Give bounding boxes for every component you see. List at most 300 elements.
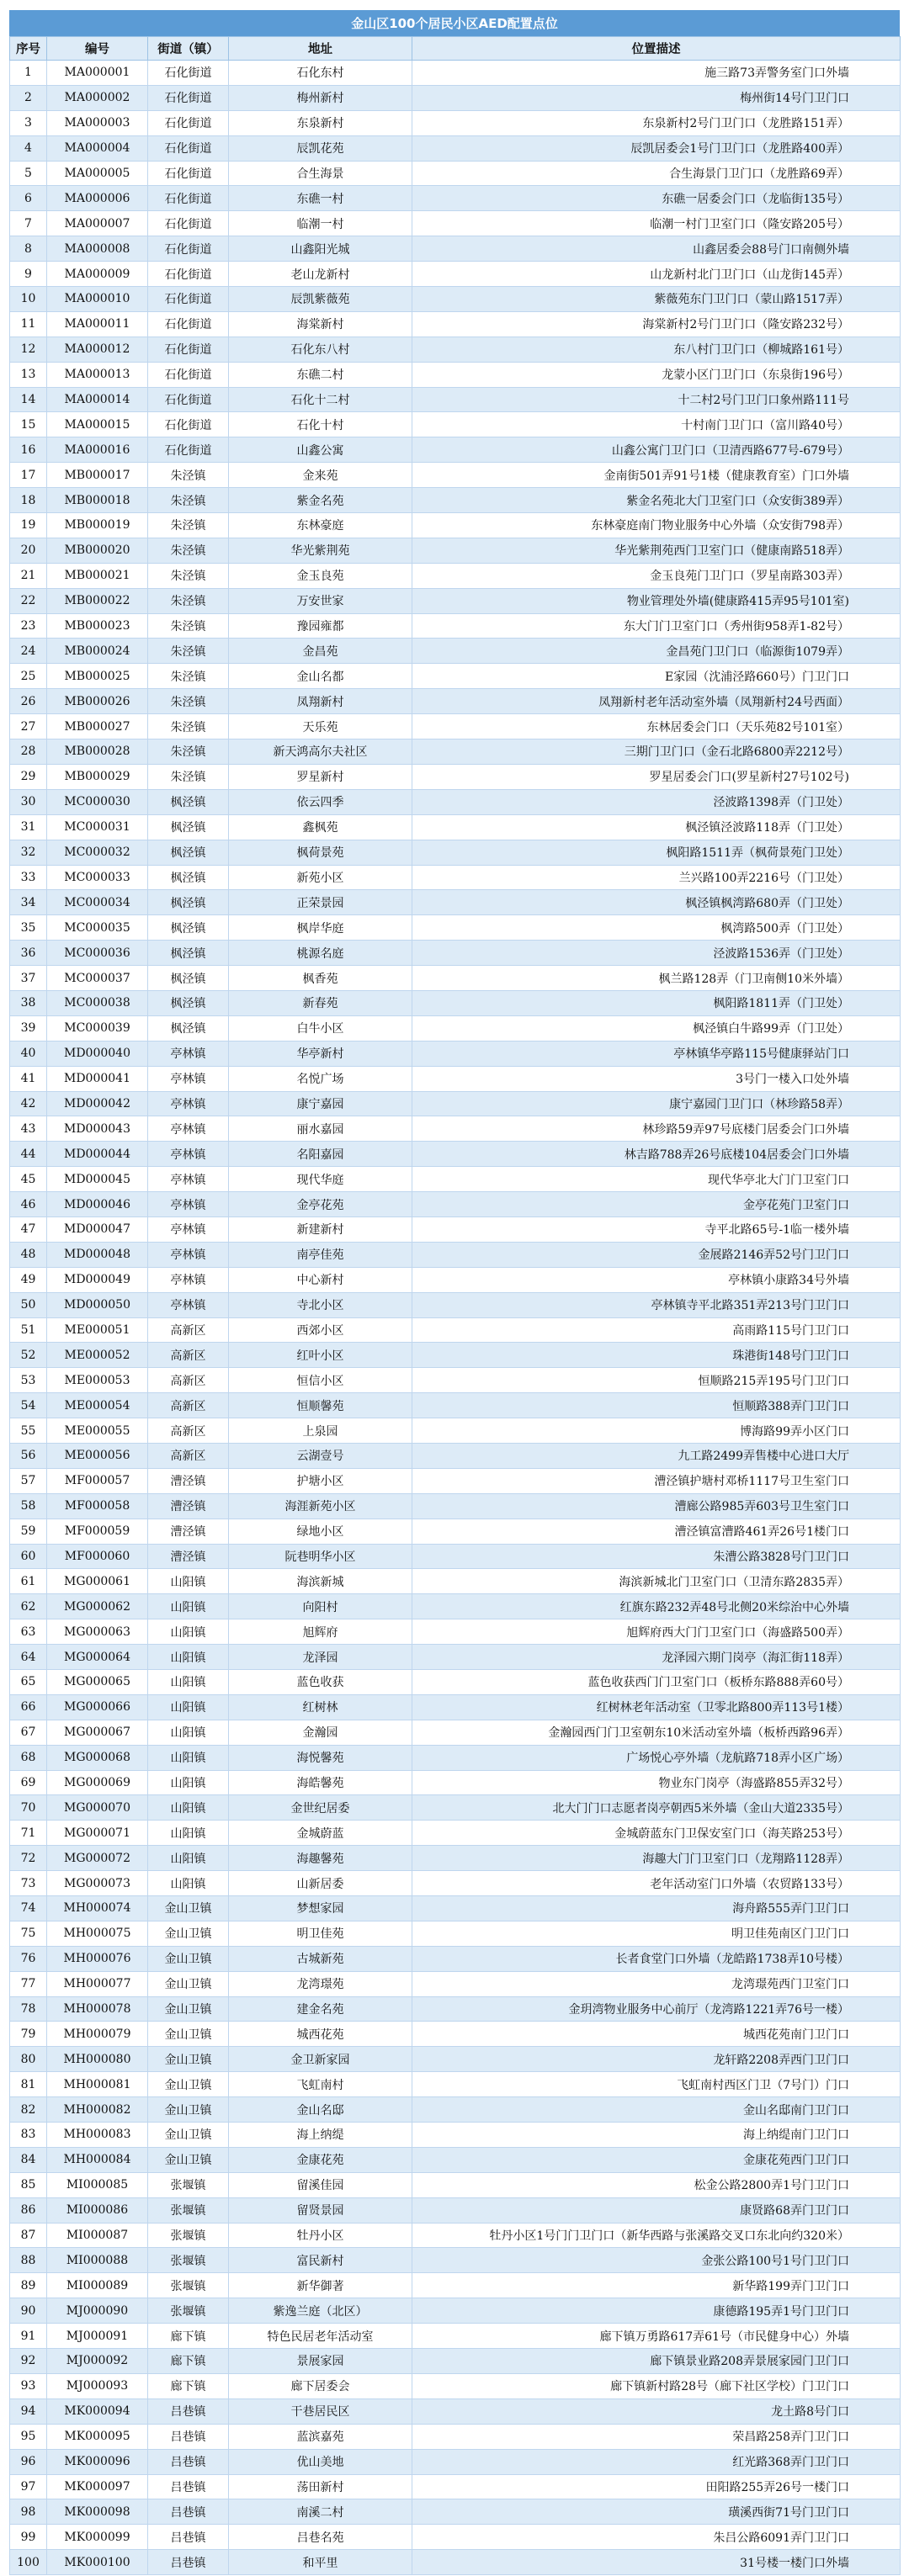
cell-code: MC000039	[47, 1015, 148, 1041]
cell-street: 石化街道	[148, 236, 229, 262]
cell-location: 飞虹南村西区门卫（7号门）门口	[412, 2072, 901, 2097]
cell-code: MB000025	[47, 664, 148, 689]
header-address: 地址	[229, 37, 412, 61]
cell-street: 金山卫镇	[148, 1921, 229, 1946]
cell-code: MJ000091	[47, 2324, 148, 2349]
cell-address: 枫岸华庭	[229, 915, 412, 941]
cell-location: 金张公路100号1号门卫门口	[412, 2248, 901, 2273]
cell-location: 枫湾路500弄（门卫处）	[412, 915, 901, 941]
cell-location: 璜溪西街71号门卫门口	[412, 2499, 901, 2525]
table-row	[10, 1242, 901, 1267]
cell-address: 中心新村	[229, 1267, 412, 1292]
table-row	[10, 1846, 901, 1871]
cell-address: 海趣馨苑	[229, 1846, 412, 1871]
cell-address: 石化十村	[229, 412, 412, 437]
cell-street: 石化街道	[148, 135, 229, 161]
cell-address: 枫香苑	[229, 966, 412, 991]
cell-code: MA000011	[47, 311, 148, 337]
cell-code: MI000085	[47, 2172, 148, 2197]
cell-address: 留贤景园	[229, 2197, 412, 2223]
cell-code: MA000015	[47, 412, 148, 437]
cell-address: 红叶小区	[229, 1343, 412, 1368]
cell-location: 新华路199弄门卫门口	[412, 2273, 901, 2298]
table-row	[10, 488, 901, 513]
table-row	[10, 1645, 901, 1670]
cell-index: 73	[10, 1871, 47, 1896]
cell-location: 广场悦心亭外墙（龙航路718弄小区广场）	[412, 1745, 901, 1770]
cell-code: MD000045	[47, 1167, 148, 1192]
cell-address: 万安世家	[229, 588, 412, 613]
table-row	[10, 1343, 901, 1368]
table-row	[10, 1493, 901, 1519]
cell-address: 海滨新城	[229, 1569, 412, 1594]
cell-code: MA000006	[47, 186, 148, 211]
cell-location: 荣昌路258弄门卫门口	[412, 2424, 901, 2449]
table-row	[10, 463, 901, 488]
cell-code: MK000096	[47, 2449, 148, 2474]
cell-code: MG000062	[47, 1594, 148, 1619]
cell-code: MB000017	[47, 463, 148, 488]
cell-street: 廊下镇	[148, 2373, 229, 2398]
cell-street: 高新区	[148, 1368, 229, 1393]
cell-index: 53	[10, 1368, 47, 1393]
cell-code: MI000089	[47, 2273, 148, 2298]
cell-address: 阮巷明华小区	[229, 1544, 412, 1569]
cell-address: 新苑小区	[229, 865, 412, 890]
cell-location: 物业东门岗亭（海盛路855弄32号）	[412, 1770, 901, 1795]
cell-index: 100	[10, 2550, 47, 2575]
cell-street: 石化街道	[148, 85, 229, 110]
cell-address: 罗星新村	[229, 764, 412, 789]
cell-street: 漕泾镇	[148, 1519, 229, 1544]
cell-code: MD000042	[47, 1091, 148, 1116]
cell-location: 城西花苑南门卫门口	[412, 2022, 901, 2047]
cell-code: MG000071	[47, 1821, 148, 1846]
cell-address: 天乐苑	[229, 714, 412, 739]
cell-address: 东泉新村	[229, 110, 412, 135]
cell-location: 朱漕公路3828号门卫门口	[412, 1544, 901, 1569]
cell-index: 40	[10, 1041, 47, 1066]
cell-address: 新建新村	[229, 1216, 412, 1242]
cell-index: 5	[10, 161, 47, 186]
table-row	[10, 1368, 901, 1393]
cell-index: 13	[10, 362, 47, 387]
cell-location: 山鑫居委会88号门口南侧外墙	[412, 236, 901, 262]
cell-code: MC000035	[47, 915, 148, 941]
cell-location: 龙轩路2208弄西门卫门口	[412, 2047, 901, 2072]
cell-location: 海滨新城北门卫室门口（卫清东路2835弄）	[412, 1569, 901, 1594]
cell-address: 石化东村	[229, 61, 412, 86]
cell-index: 39	[10, 1015, 47, 1041]
cell-index: 4	[10, 135, 47, 161]
table-row	[10, 311, 901, 337]
cell-street: 亭林镇	[148, 1142, 229, 1167]
cell-street: 枫泾镇	[148, 789, 229, 814]
cell-index: 12	[10, 337, 47, 362]
cell-code: MB000028	[47, 739, 148, 765]
cell-address: 古城新苑	[229, 1946, 412, 1971]
cell-code: ME000054	[47, 1393, 148, 1418]
table-row	[10, 714, 901, 739]
cell-street: 枫泾镇	[148, 814, 229, 840]
cell-location: E家园（沈浦泾路660号）门卫门口	[412, 664, 901, 689]
cell-code: MC000038	[47, 990, 148, 1015]
table-row	[10, 1670, 901, 1695]
cell-street: 亭林镇	[148, 1292, 229, 1317]
cell-street: 金山卫镇	[148, 1946, 229, 1971]
cell-location: 旭辉府西大门门卫室门口（海盛路500弄）	[412, 1619, 901, 1645]
cell-location: 枫阳路1511弄（枫荷景苑门卫处）	[412, 840, 901, 865]
cell-index: 85	[10, 2172, 47, 2197]
cell-address: 名悦广场	[229, 1066, 412, 1091]
cell-index: 98	[10, 2499, 47, 2525]
cell-index: 57	[10, 1468, 47, 1493]
cell-location: 博海路99弄小区门口	[412, 1418, 901, 1444]
table-row	[10, 990, 901, 1015]
cell-street: 漕泾镇	[148, 1493, 229, 1519]
cell-index: 22	[10, 588, 47, 613]
cell-location: 三期门卫门口（金石北路6800弄2212号）	[412, 739, 901, 765]
cell-location: 合生海景门卫门口（龙胜路69弄）	[412, 161, 901, 186]
cell-index: 37	[10, 966, 47, 991]
cell-index: 15	[10, 412, 47, 437]
table-row	[10, 1720, 901, 1745]
cell-code: MA000013	[47, 362, 148, 387]
cell-code: MC000037	[47, 966, 148, 991]
cell-code: MH000079	[47, 2022, 148, 2047]
cell-street: 亭林镇	[148, 1216, 229, 1242]
cell-location: 金康花苑西门卫门口	[412, 2147, 901, 2172]
table-row	[10, 2449, 901, 2474]
cell-street: 石化街道	[148, 211, 229, 236]
cell-location: 林珍路59弄97号底楼门居委会门口外墙	[412, 1116, 901, 1142]
cell-location: 金展路2146弄52号门卫门口	[412, 1242, 901, 1267]
table-row	[10, 1317, 901, 1343]
cell-index: 69	[10, 1770, 47, 1795]
cell-index: 77	[10, 1971, 47, 1996]
cell-street: 张堰镇	[148, 2172, 229, 2197]
cell-address: 正荣景园	[229, 890, 412, 915]
cell-index: 89	[10, 2273, 47, 2298]
table-row	[10, 1167, 901, 1192]
cell-location: 金城蔚蓝东门卫保安室门口（海芙路253号）	[412, 1821, 901, 1846]
cell-index: 47	[10, 1216, 47, 1242]
cell-street: 金山卫镇	[148, 2022, 229, 2047]
cell-index: 56	[10, 1443, 47, 1468]
table-row	[10, 412, 901, 437]
cell-index: 30	[10, 789, 47, 814]
cell-address: 东礁二村	[229, 362, 412, 387]
cell-code: MH000084	[47, 2147, 148, 2172]
cell-code: MK000098	[47, 2499, 148, 2525]
cell-street: 朱泾镇	[148, 613, 229, 639]
cell-code: MB000023	[47, 613, 148, 639]
cell-location: 红光路368弄门卫门口	[412, 2449, 901, 2474]
cell-address: 金山名都	[229, 664, 412, 689]
cell-street: 漕泾镇	[148, 1544, 229, 1569]
cell-address: 合生海景	[229, 161, 412, 186]
table-row	[10, 1292, 901, 1317]
cell-code: MC000034	[47, 890, 148, 915]
cell-location: 东泉新村2号门卫门口（龙胜路151弄）	[412, 110, 901, 135]
table-row	[10, 2349, 901, 2374]
cell-code: ME000056	[47, 1443, 148, 1468]
cell-code: MB000021	[47, 563, 148, 588]
table-row	[10, 639, 901, 664]
cell-code: MG000072	[47, 1846, 148, 1871]
cell-code: MC000032	[47, 840, 148, 865]
cell-location: 东林豪庭南门物业服务中心外墙（众安街798弄）	[412, 513, 901, 538]
cell-street: 金山卫镇	[148, 2147, 229, 2172]
cell-index: 94	[10, 2398, 47, 2424]
cell-location: 泾波路1398弄（门卫处）	[412, 789, 901, 814]
cell-index: 66	[10, 1694, 47, 1720]
cell-location: 山鑫公寓门卫门口（卫清西路677号-679号）	[412, 437, 901, 463]
cell-street: 亭林镇	[148, 1192, 229, 1217]
cell-location: 临潮一村门卫室门口（隆安路205号）	[412, 211, 901, 236]
cell-street: 亭林镇	[148, 1091, 229, 1116]
cell-location: 枫泾镇泾波路118弄（门卫处）	[412, 814, 901, 840]
cell-index: 75	[10, 1921, 47, 1946]
cell-location: 枫阳路1811弄（门卫处）	[412, 990, 901, 1015]
cell-index: 2	[10, 85, 47, 110]
cell-address: 东林豪庭	[229, 513, 412, 538]
cell-location: 漕泾镇富漕路461弄26号1楼门口	[412, 1519, 901, 1544]
cell-code: MA000014	[47, 387, 148, 412]
cell-index: 60	[10, 1544, 47, 1569]
cell-address: 临潮一村	[229, 211, 412, 236]
cell-code: MG000063	[47, 1619, 148, 1645]
cell-street: 石化街道	[148, 412, 229, 437]
cell-location: 十二村2号门卫门口象州路111号	[412, 387, 901, 412]
cell-code: MG000069	[47, 1770, 148, 1795]
table-row	[10, 1795, 901, 1821]
cell-location: 紫金名苑北大门卫室门口（众安街389弄）	[412, 488, 901, 513]
cell-location: 金玉良苑门卫门口（罗星南路303弄）	[412, 563, 901, 588]
table-row	[10, 664, 901, 689]
cell-code: MB000029	[47, 764, 148, 789]
cell-code: MJ000093	[47, 2373, 148, 2398]
table-title: 金山区100个居民小区AED配置点位	[9, 10, 900, 36]
cell-location: 廊下镇新村路28号（廊下社区学校）门卫门口	[412, 2373, 901, 2398]
cell-street: 枫泾镇	[148, 865, 229, 890]
cell-code: MA000012	[47, 337, 148, 362]
cell-index: 62	[10, 1594, 47, 1619]
cell-location: 亭林镇寺平北路351弄213号门卫门口	[412, 1292, 901, 1317]
cell-location: 漕泾镇护塘村邓桥1117号卫生室门口	[412, 1468, 901, 1493]
cell-address: 和平里	[229, 2550, 412, 2575]
cell-code: MK000099	[47, 2525, 148, 2550]
cell-index: 46	[10, 1192, 47, 1217]
cell-address: 景展家园	[229, 2349, 412, 2374]
cell-address: 蓝滨嘉苑	[229, 2424, 412, 2449]
cell-index: 35	[10, 915, 47, 941]
cell-street: 金山卫镇	[148, 2123, 229, 2148]
cell-address: 依云四季	[229, 789, 412, 814]
cell-street: 山阳镇	[148, 1795, 229, 1821]
cell-street: 石化街道	[148, 262, 229, 287]
table-row	[10, 764, 901, 789]
cell-location: 兰兴路100弄2216号（门卫处）	[412, 865, 901, 890]
table-row	[10, 1393, 901, 1418]
cell-location: 山龙新村北门卫门口（山龙街145弄）	[412, 262, 901, 287]
cell-code: MB000018	[47, 488, 148, 513]
table-row	[10, 513, 901, 538]
table-row	[10, 1468, 901, 1493]
cell-index: 81	[10, 2072, 47, 2097]
cell-location: 九工路2499弄售楼中心进口大厅	[412, 1443, 901, 1468]
cell-code: MG000073	[47, 1871, 148, 1896]
cell-location: 珠港街148号门卫门口	[412, 1343, 901, 1368]
table-row	[10, 1519, 901, 1544]
cell-index: 51	[10, 1317, 47, 1343]
cell-address: 旭辉府	[229, 1619, 412, 1645]
table-row	[10, 2499, 901, 2525]
cell-address: 新华御著	[229, 2273, 412, 2298]
cell-street: 亭林镇	[148, 1242, 229, 1267]
cell-code: MC000033	[47, 865, 148, 890]
cell-code: MA000002	[47, 85, 148, 110]
cell-address: 东礁一村	[229, 186, 412, 211]
cell-street: 高新区	[148, 1443, 229, 1468]
cell-location: 物业管理处外墙(健康路415弄95号101室)	[412, 588, 901, 613]
table-row	[10, 61, 901, 86]
cell-street: 石化街道	[148, 161, 229, 186]
cell-index: 67	[10, 1720, 47, 1745]
table-row	[10, 689, 901, 714]
table-row	[10, 211, 901, 236]
table-row	[10, 2072, 901, 2097]
table-row	[10, 563, 901, 588]
cell-index: 28	[10, 739, 47, 765]
cell-address: 干巷居民区	[229, 2398, 412, 2424]
cell-location: 高雨路115号门卫门口	[412, 1317, 901, 1343]
cell-address: 云湖壹号	[229, 1443, 412, 1468]
cell-index: 92	[10, 2349, 47, 2374]
cell-location: 东礁一居委会门口（龙临街135号）	[412, 186, 901, 211]
cell-index: 34	[10, 890, 47, 915]
cell-street: 朱泾镇	[148, 714, 229, 739]
cell-location: 金亭花苑门卫室门口	[412, 1192, 901, 1217]
cell-index: 45	[10, 1167, 47, 1192]
cell-index: 26	[10, 689, 47, 714]
cell-index: 33	[10, 865, 47, 890]
cell-street: 吕巷镇	[148, 2398, 229, 2424]
header-code: 编号	[47, 37, 148, 61]
table-row	[10, 1443, 901, 1468]
cell-street: 廊下镇	[148, 2324, 229, 2349]
cell-index: 41	[10, 1066, 47, 1091]
cell-code: MF000057	[47, 1468, 148, 1493]
cell-index: 1	[10, 61, 47, 86]
cell-index: 84	[10, 2147, 47, 2172]
cell-street: 张堰镇	[148, 2298, 229, 2324]
cell-index: 16	[10, 437, 47, 463]
cell-location: 田阳路255弄26号一楼门口	[412, 2474, 901, 2499]
cell-street: 山阳镇	[148, 1619, 229, 1645]
cell-index: 74	[10, 1896, 47, 1921]
cell-street: 朱泾镇	[148, 689, 229, 714]
cell-address: 辰凯花苑	[229, 135, 412, 161]
cell-code: MI000086	[47, 2197, 148, 2223]
cell-address: 寺北小区	[229, 1292, 412, 1317]
cell-street: 石化街道	[148, 337, 229, 362]
cell-index: 19	[10, 513, 47, 538]
cell-address: 老山龙新村	[229, 262, 412, 287]
cell-code: MH000078	[47, 1996, 148, 2022]
cell-index: 91	[10, 2324, 47, 2349]
table-row	[10, 1091, 901, 1116]
cell-address: 名阳嘉园	[229, 1142, 412, 1167]
cell-street: 枫泾镇	[148, 941, 229, 966]
cell-address: 明卫佳苑	[229, 1921, 412, 1946]
cell-street: 高新区	[148, 1343, 229, 1368]
cell-index: 72	[10, 1846, 47, 1871]
table-row	[10, 2273, 901, 2298]
cell-code: MD000040	[47, 1041, 148, 1066]
cell-code: MK000097	[47, 2474, 148, 2499]
cell-location: 亭林镇华亭路115号健康驿站门口	[412, 1041, 901, 1066]
cell-code: MF000060	[47, 1544, 148, 1569]
cell-index: 63	[10, 1619, 47, 1645]
cell-address: 金城蔚蓝	[229, 1821, 412, 1846]
cell-code: MC000031	[47, 814, 148, 840]
cell-address: 城西花苑	[229, 2022, 412, 2047]
table-row	[10, 1971, 901, 1996]
cell-code: MH000074	[47, 1896, 148, 1921]
cell-address: 丽水嘉园	[229, 1116, 412, 1142]
cell-street: 吕巷镇	[148, 2449, 229, 2474]
cell-street: 石化街道	[148, 362, 229, 387]
cell-street: 吕巷镇	[148, 2499, 229, 2525]
cell-index: 6	[10, 186, 47, 211]
cell-index: 20	[10, 538, 47, 563]
cell-location: 康宁嘉园门卫门口（林珍路58弄）	[412, 1091, 901, 1116]
cell-address: 恒信小区	[229, 1368, 412, 1393]
cell-street: 枫泾镇	[148, 966, 229, 991]
cell-street: 枫泾镇	[148, 915, 229, 941]
cell-code: MA000008	[47, 236, 148, 262]
cell-address: 绿地小区	[229, 1519, 412, 1544]
table-row	[10, 2147, 901, 2172]
cell-code: MA000005	[47, 161, 148, 186]
cell-index: 70	[10, 1795, 47, 1821]
cell-street: 吕巷镇	[148, 2474, 229, 2499]
cell-index: 8	[10, 236, 47, 262]
cell-location: 东林居委会门口（天乐苑82号101室）	[412, 714, 901, 739]
table-row	[10, 2172, 901, 2197]
cell-street: 金山卫镇	[148, 1996, 229, 2022]
cell-index: 36	[10, 941, 47, 966]
table-row	[10, 110, 901, 135]
cell-location: 海舟路555弄门卫门口	[412, 1896, 901, 1921]
cell-index: 96	[10, 2449, 47, 2474]
table-row	[10, 2022, 901, 2047]
cell-address: 白牛小区	[229, 1015, 412, 1041]
cell-code: MG000065	[47, 1670, 148, 1695]
cell-code: MH000082	[47, 2097, 148, 2123]
cell-code: MD000047	[47, 1216, 148, 1242]
cell-street: 石化街道	[148, 110, 229, 135]
cell-street: 朱泾镇	[148, 463, 229, 488]
cell-location: 红树林老年活动室（卫零北路800弄113号1楼）	[412, 1694, 901, 1720]
cell-address: 南亭佳苑	[229, 1242, 412, 1267]
cell-location: 长者食堂门口外墙（龙皓路1738弄10号楼）	[412, 1946, 901, 1971]
cell-address: 金瀚园	[229, 1720, 412, 1745]
cell-address: 梦想家园	[229, 1896, 412, 1921]
table-row	[10, 437, 901, 463]
header-location: 位置描述	[412, 37, 901, 61]
